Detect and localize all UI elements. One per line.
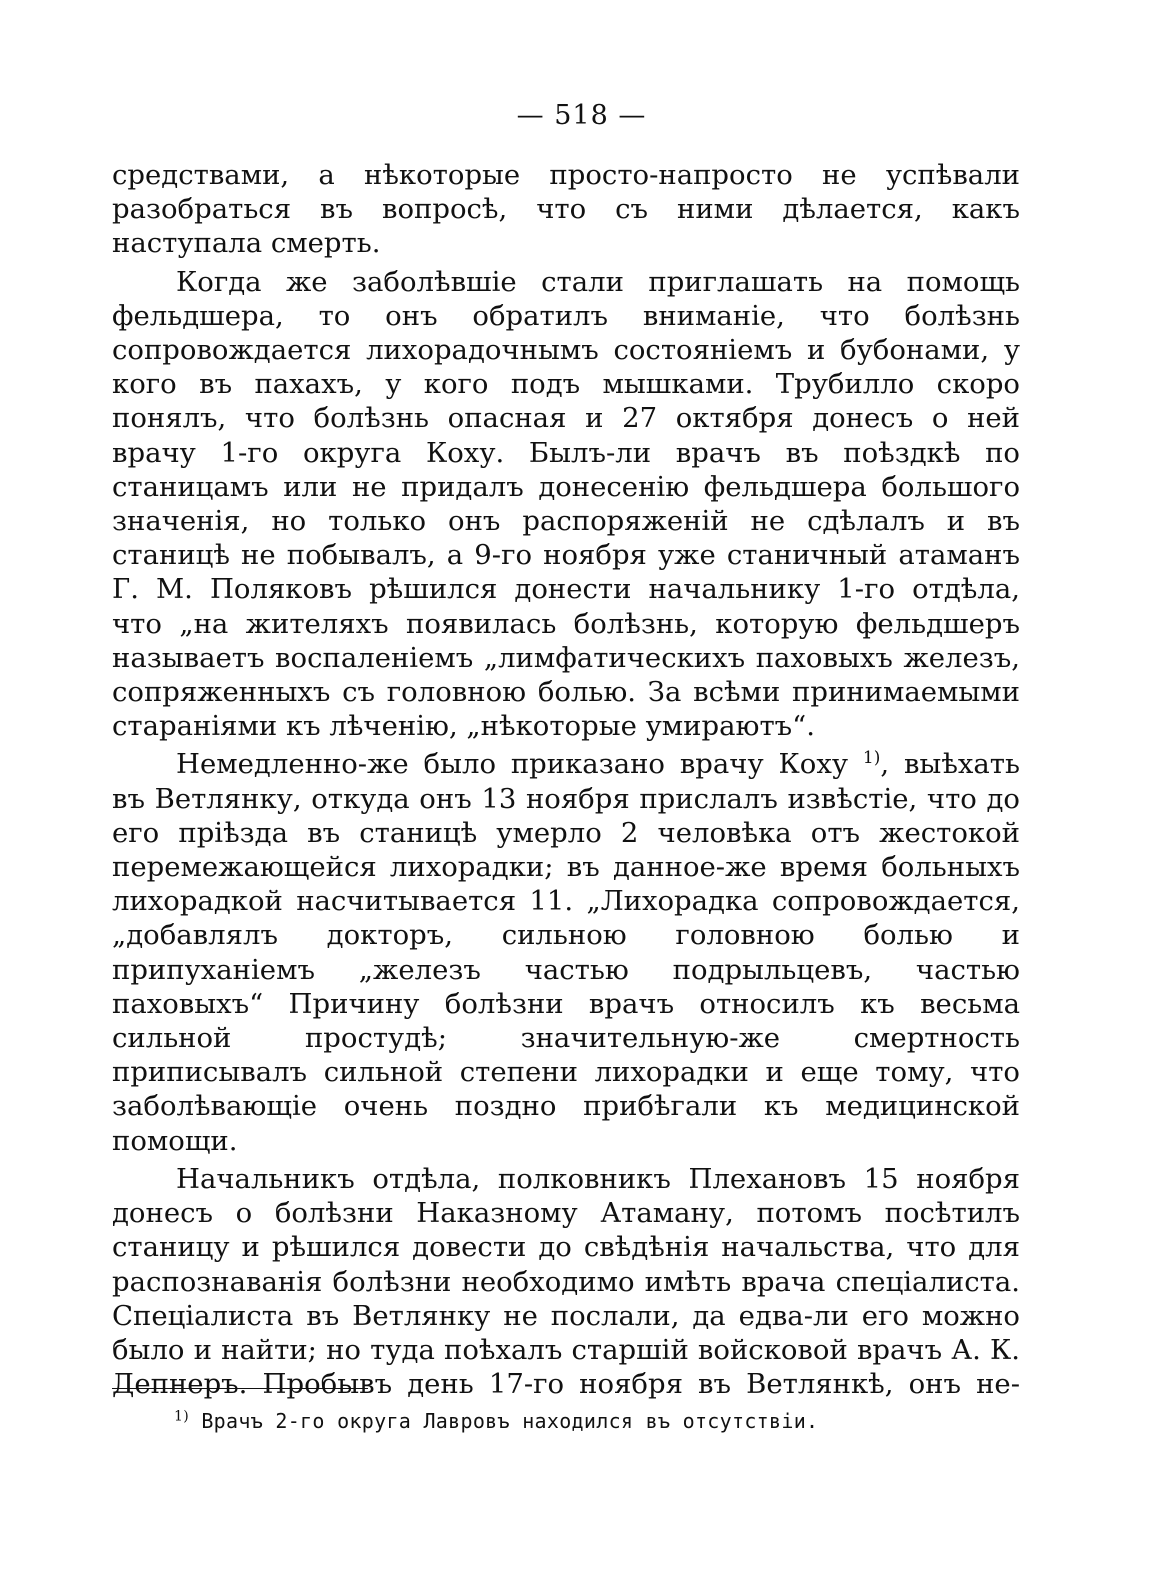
paragraph-1: средствами, а нѣкоторые просто-напросто не успѣвали разобраться въ вопросѣ, что съ ними дѣлается, какъ наступала смерть. — [112, 159, 1020, 260]
footnote-reference: 1) — [862, 748, 881, 769]
page-number: — 518 — — [516, 100, 647, 131]
paragraph-3-text-end: , выѣхать въ Ветлянку, откуда онъ 13 ноября прислалъ извѣстіе, что до его пріѣзда въ станицѣ умерло 2 человѣка отъ жестокой перемежающейся лихорадки; въ данное-же время больныхъ лихорадкой насчитывается 11. „Лихорадка сопровождается, „добавлялъ докторъ, сильною головною болью и припуханіемъ „железъ частью подрыльцевъ, частью паховыхъ“ Причину болѣзни врачъ относилъ къ весьма сильной простудѣ; значительную-же смертность приписывалъ сильной степени лихорадки и еще тому, что заболѣвающіе очень поздно прибѣгали къ медицинской помощи. — [112, 748, 1020, 1157]
footnote-divider — [112, 1388, 368, 1389]
footnote-mark: 1) — [174, 1408, 189, 1425]
paragraph-3 — [112, 747, 1020, 1157]
footnote — [174, 1408, 1020, 1434]
body-text — [112, 158, 1020, 1405]
paragraph-4: Начальникъ отдѣла, полковникъ Плехановъ 15 ноября донесъ о болѣзни Наказному Атаману, потомъ посѣтилъ станицу и рѣшился довести до свѣдѣнія начальства, что для распознаванія болѣзни необходимо имѣть врача спеціалиста. Спеціалиста въ Ветлянку не послали, да едва-ли его можно было и найти; но туда поѣхалъ старшій войсковой врачъ А. К. Депнеръ. Пробывъ день 17-го ноября въ Ветлянкѣ, онъ не- — [112, 1162, 1020, 1401]
paragraph-3-text-start: Немедленно-же было приказано врачу Коху — [176, 748, 863, 781]
footnote-text: Врачъ 2-го округа Лавровъ находился въ отсутствіи. — [188, 1409, 819, 1433]
paragraph-2: Когда же заболѣвшіе стали приглашать на помощь фельдшера, то онъ обратилъ вниманіе, что болѣзнь сопровождается лихорадочнымъ состояніемъ и бубонами, у кого въ пахахъ, у кого подъ мышками. Трубилло скоро понялъ, что болѣзнь опасная и 27 октября донесъ о ней врачу 1-го округа Коху. Былъ-ли врачъ въ поѣздкѣ по станицамъ или не придалъ донесенію фельдшера большого значенія, но только онъ распоряженій не сдѣлалъ и въ станицѣ не побывалъ, а 9-го ноября уже станичный атаманъ Г. М. Поляковъ рѣшился донести начальнику 1-го отдѣла, что „на жителяхъ появилась болѣзнь, которую фельдшеръ называетъ воспаленіемъ „лимфатическихъ паховыхъ железъ, сопряженныхъ съ головною болью. За всѣми принимаемыми стараніями къ лѣченію, „нѣкоторые умираютъ“. — [112, 265, 1020, 743]
